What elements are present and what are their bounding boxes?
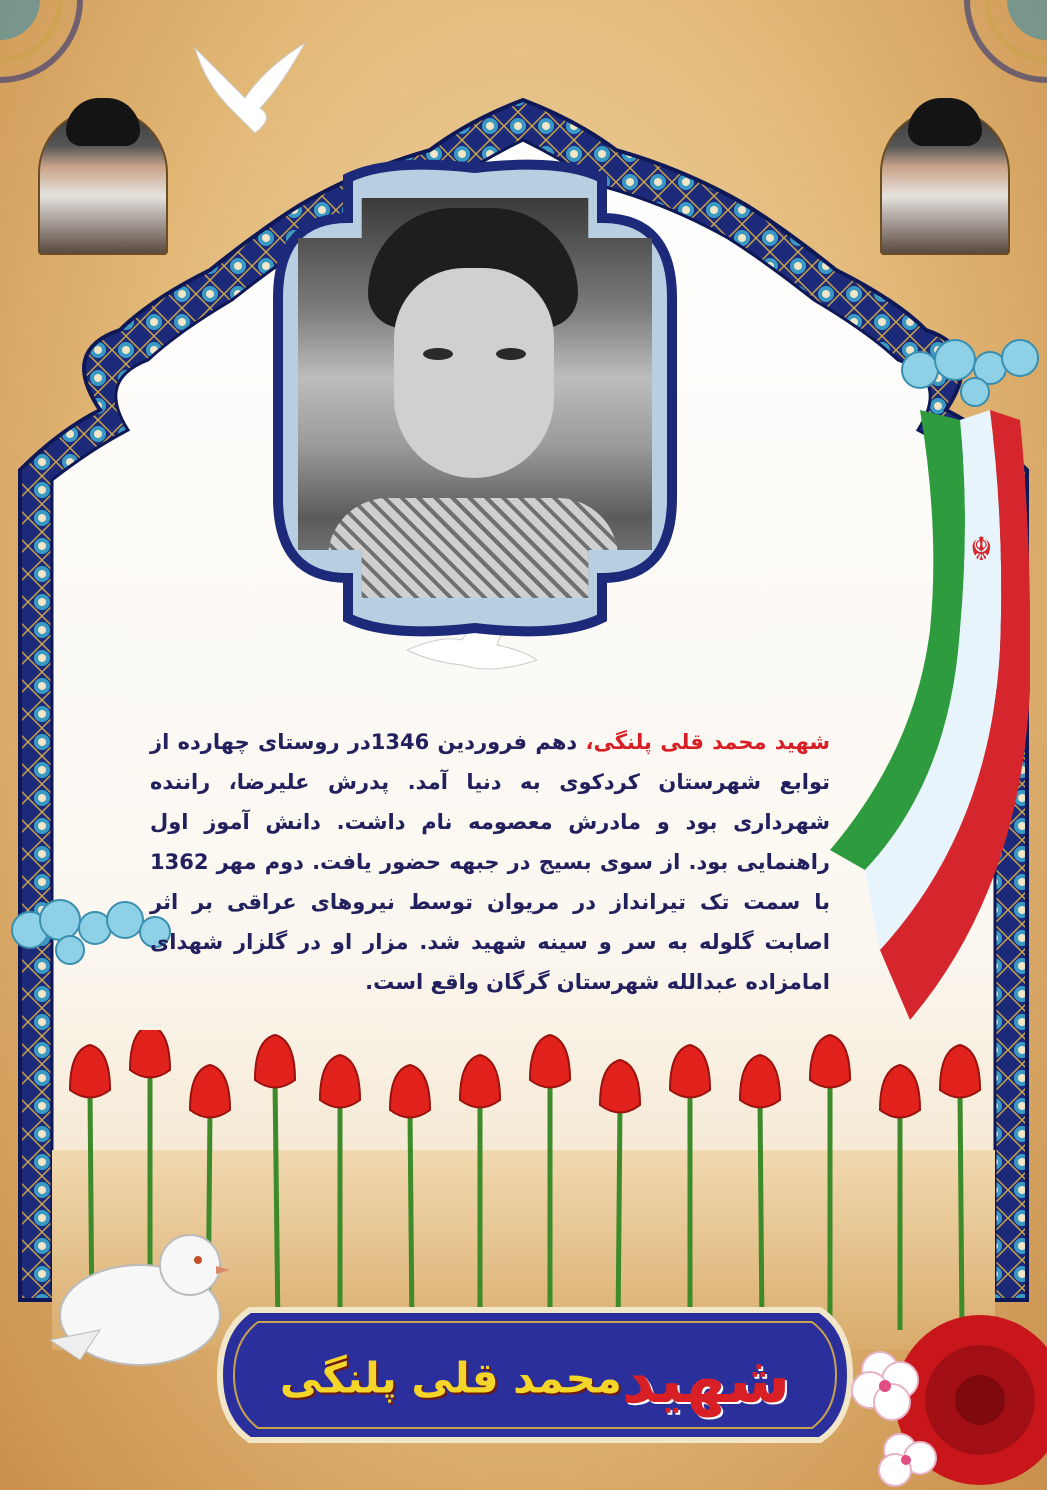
biography-paragraph [150, 722, 830, 1002]
banner-shahid-word: شهید [621, 1344, 791, 1418]
biography-text: دهم فروردین 1346در روستای چهارده از توابع شهرستان کردکوی به دنیا آمد. پدرش علیرضا، راننده شهرداری بود و مادرش معصومه نام داشت. دانش آموز اول راهنمایی بود. از سوی بسیج در جبهه حضور یافت. دوم مهر 1362 با سمت تک تیرانداز در مریوان توسط نیروهای عراقی بر اثر اصابت گلوله به سر و سینه شهید شد. مزار او در گلزار شهدای امامزاده عبدالله شهرستان گرگان واقع است. [150, 730, 830, 994]
banner-title [210, 1344, 860, 1418]
leader-portrait-left [28, 90, 178, 255]
martyr-photo [298, 198, 652, 598]
cloud-ornament-icon [880, 330, 1047, 420]
cherry-blossom-icon [840, 1330, 950, 1490]
iran-flag-icon [820, 330, 1030, 1020]
svg-text:☬: ☬ [970, 530, 993, 568]
martyr-photo-frame [258, 158, 692, 638]
banner-martyr-name: محمد قلی پلنگی [279, 1353, 622, 1403]
dove-icon [185, 38, 315, 138]
name-banner [210, 1300, 860, 1450]
leader-portrait-right [870, 90, 1020, 255]
martyr-name-inline: شهید محمد قلی پلنگی، [585, 730, 831, 754]
dove-icon [40, 1220, 230, 1380]
